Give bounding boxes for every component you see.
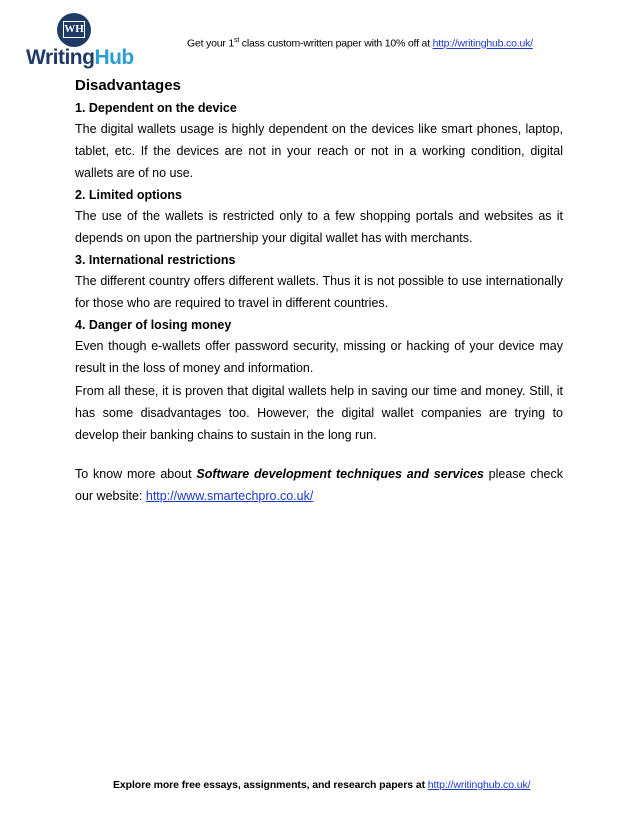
section-heading: 1. Dependent on the device [75,101,237,115]
cta-text-after: please check our website: [75,467,563,503]
section-body: The use of the wallets is restricted only to a few shopping portals and websites as it depends on upon the partnership your digital wallet has with merchants. [75,209,563,245]
header-text-before: Get your 1 [187,37,235,50]
document-title: Disadvantages [75,77,181,94]
website-link[interactable]: http://www.smartechpro.co.uk/ [145,489,314,503]
cta-emphasis: Software development techniques and services [196,467,484,481]
section-heading: 2. Limited options [75,188,182,202]
section-body: The digital wallets usage is highly dependent on the devices like smart phones, laptop, tablet, etc. If the devices are not in your reach or not in a working condition, digital wallets are of no use. [75,122,563,180]
writinghub-logo [26,13,134,69]
header-link[interactable]: http://writinghub.co.uk/ [432,37,533,50]
cta-text-before: To know more about [75,467,197,481]
spacer [75,447,563,463]
section-body: The different country offers different wallets. Thus it is not possible to use internationally for those who are required to travel in different countries. [75,274,563,310]
page-header [187,37,533,50]
logo-word-writing: Writing [26,46,95,69]
document-body [75,74,563,508]
header-superscript: st [234,37,240,44]
section-body: Even though e-wallets offer password security, missing or hacking of your device may result in the loss of money and information. [75,339,563,375]
footer-link[interactable]: http://writinghub.co.uk/ [427,779,531,791]
page-footer [113,779,530,791]
cta-paragraph [75,463,563,507]
section-heading: 3. International restrictions [75,253,236,267]
logo-badge-text: WH [63,21,85,38]
header-text-after: class custom-written paper with 10% off at [239,37,433,50]
logo-badge-icon [57,13,91,47]
logo-wordmark [26,46,134,70]
section-heading: 4. Danger of losing money [75,318,232,332]
footer-text: Explore more free essays, assignments, and research papers at [113,779,428,791]
conclusion-paragraph: From all these, it is proven that digital wallets help in saving our time and money. Still, it has some disadvantages too. However, the digital wallet companies are trying to develop their banking chains to sustain in the long run. [75,384,563,442]
logo-word-hub: Hub [94,46,134,69]
